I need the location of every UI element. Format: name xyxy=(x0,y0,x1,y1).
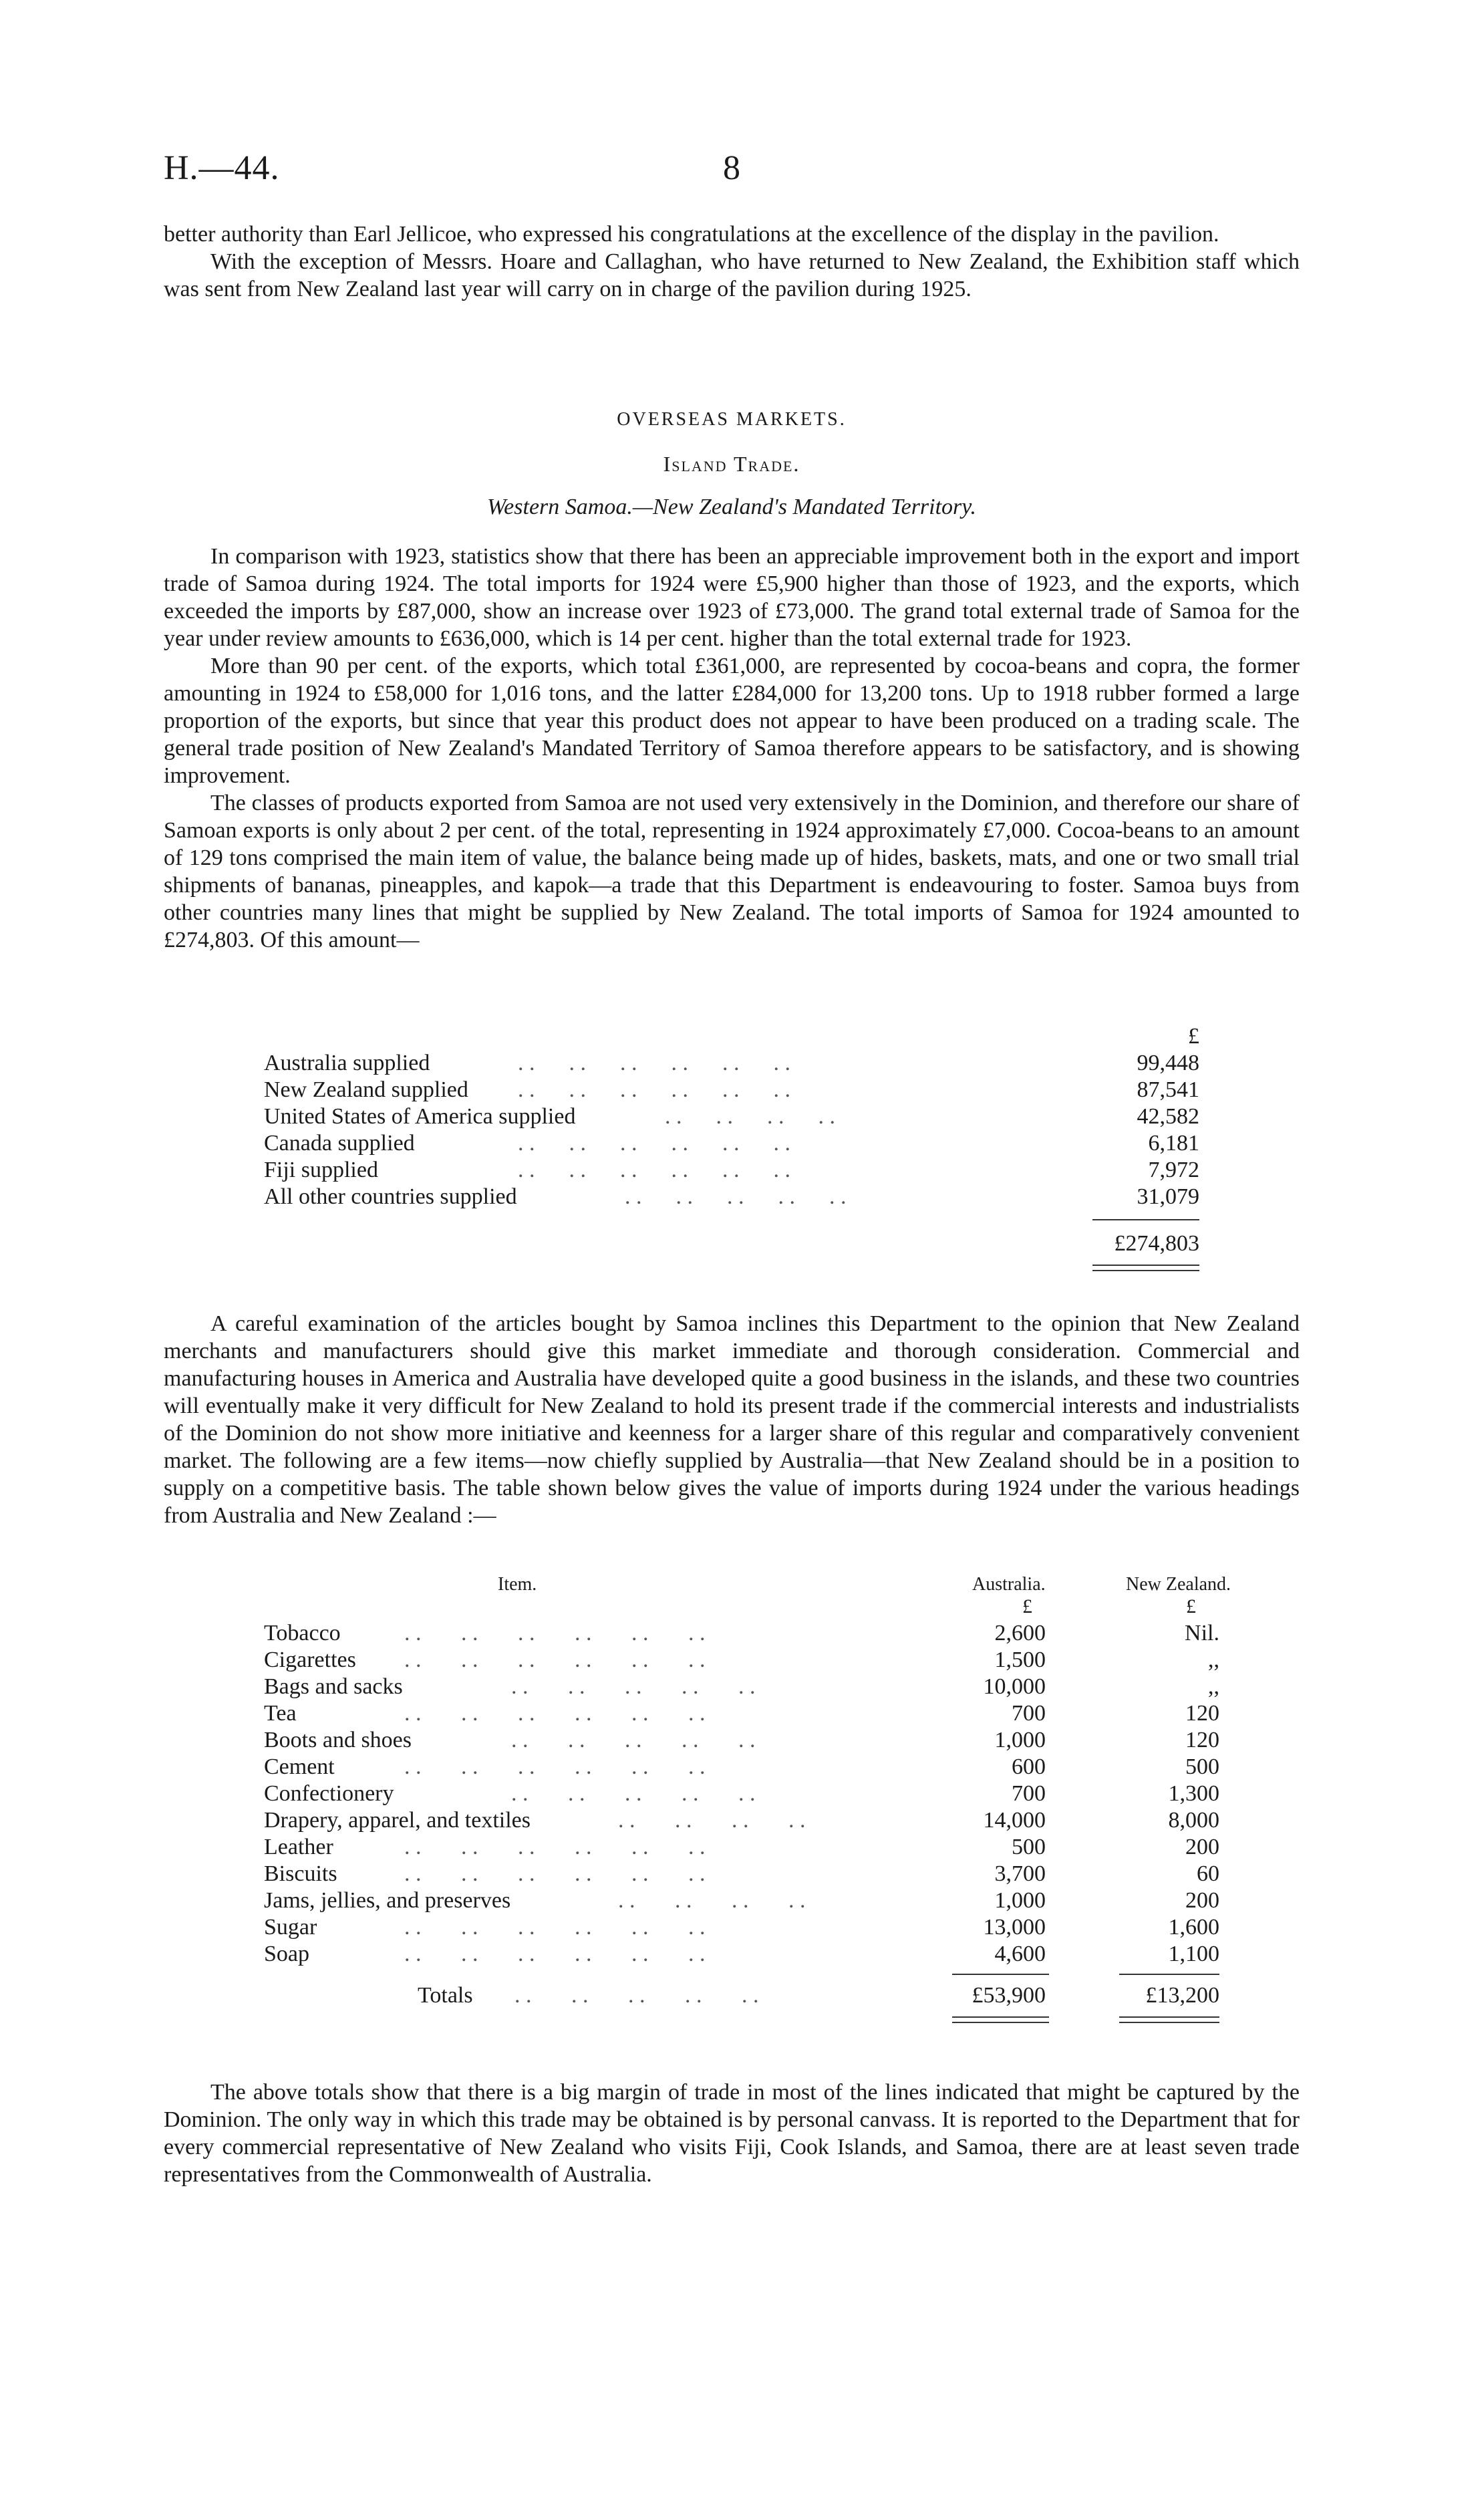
supplier-label: Canada supplied xyxy=(264,1131,415,1156)
middle-text xyxy=(164,1310,1300,1529)
item-name: Cement xyxy=(264,1754,335,1779)
middle-paragraph: A careful examination of the articles bought by Samoa inclines this Department to the opinion that New Zealand merchants and manufacturers should give this market immediate and thorough consideration. Commercial and manufacturing houses in America and Australia have developed quite a good business in the islands, and these two countries will eventually make it very difficult for New Zealand to hold its present trade if the commercial interests and industrialists of the Dominion do not show more initiative and keenness for a larger share of this regular and comparatively convenient market. The following are a few items—now chiefly supplied by Australia—that New Zealand should be in a position to supply on a competitive basis. The table shown below gives the value of imports during 1924 under the various headings from Australia and New Zealand :— xyxy=(164,1311,1300,1528)
body-paragraph-3: The classes of products exported from Samoa are not used very extensively in the Dominion, and therefore our share of Samoan exports is only about 2 per cent. of the total, representing in 1924 approximately £7,000. Cocoa-beans to an amount of 129 tons comprised the main item of value, the balance being made up of hides, baskets, mats, and one or two small trial shipments of bananas, pineapples, and kapok—a trade that this Department is endeavouring to foster. Samoa buys from other countries many lines that might be supplied by New Zealand. The total imports of Samoa for 1924 amounted to £274,803. Of this amount— xyxy=(164,791,1300,952)
aus-double-rule-top xyxy=(952,2016,1049,2018)
table-row: Boots and shoes . . . . . . . . . . 1,000 120 xyxy=(264,1728,1219,1752)
nz-value: 1,100 xyxy=(1168,1942,1219,1966)
australia-value: 4,600 xyxy=(994,1942,1046,1966)
supplier-label: New Zealand supplied xyxy=(264,1077,468,1102)
currency-symbol: £ xyxy=(1188,1024,1199,1049)
item-name: Tea xyxy=(264,1701,297,1726)
nz-value: 60 xyxy=(1197,1861,1219,1886)
intro-paragraph-1: better authority than Earl Jellicoe, who expressed his congratulations at the excellence of the display in the pavilion. xyxy=(164,222,1219,247)
supplier-list xyxy=(264,1024,1199,1305)
table-row: Tobacco . . . . . . . . . . . . 2,600 Nil. xyxy=(264,1621,1219,1645)
table-row: Jams, jellies, and preserves . . . . . . . . 1,000 200 xyxy=(264,1888,1219,1913)
item-name: Jams, jellies, and preserves xyxy=(264,1888,511,1913)
double-rule-top xyxy=(1092,1265,1199,1266)
supplier-value: 31,079 xyxy=(1137,1184,1199,1209)
territory-heading: Western Samoa.—New Zealand's Mandated Territory. xyxy=(486,495,976,519)
australia-value: 1,000 xyxy=(994,1888,1046,1913)
australia-value: 600 xyxy=(1012,1754,1046,1779)
australia-value: 2,600 xyxy=(994,1621,1046,1645)
totals-label: Totals xyxy=(418,1983,473,2008)
nz-value: Nil. xyxy=(1185,1621,1219,1645)
australia-value: 1,000 xyxy=(994,1728,1046,1752)
closing-paragraph: The above totals show that there is a big margin of trade in most of the lines indicated that might be captured by the Dominion. The only way in which this trade may be obtained is by personal canvass. It is reported to the Department that for every commercial representative of New Zealand who visits Fiji, Cook Islands, and Samoa, there are at least seven trade representatives from the Commonwealth of Australia. xyxy=(164,2080,1300,2187)
table-row: Cigarettes . . . . . . . . . . . . 1,500 ,, xyxy=(264,1647,1219,1672)
page-number: 8 xyxy=(723,149,741,187)
section-heading: OVERSEAS MARKETS. xyxy=(617,409,847,430)
report-code: H.—44. xyxy=(164,149,280,187)
nz-value: 200 xyxy=(1185,1835,1219,1859)
currency-aus: £ xyxy=(1022,1595,1032,1617)
supplier-row: Fiji supplied . . . . . . . . . . . . 7,972 xyxy=(264,1158,1199,1182)
australia-value: 3,700 xyxy=(994,1861,1046,1886)
sum-rule xyxy=(1092,1219,1199,1220)
item-name: Cigarettes xyxy=(264,1647,356,1672)
item-name: Bags and sacks xyxy=(264,1674,403,1699)
table-row: Confectionery . . . . . . . . . . 700 1,300 xyxy=(264,1781,1219,1806)
table-row: Sugar . . . . . . . . . . . . 13,000 1,600 xyxy=(264,1915,1219,1940)
table-row: Leather . . . . . . . . . . . . 500 200 xyxy=(264,1835,1219,1859)
australia-value: 500 xyxy=(1012,1835,1046,1859)
supplier-value: 6,181 xyxy=(1148,1131,1199,1156)
australia-value: 700 xyxy=(1012,1701,1046,1726)
supplier-row: All other countries supplied . . . . . . . . . . 31,079 xyxy=(264,1184,1199,1209)
table-row: Drapery, apparel, and textiles . . . . . . . . 14,000 8,000 xyxy=(264,1808,1219,1833)
nz-value: 120 xyxy=(1185,1728,1219,1752)
nz-double-rule-bottom xyxy=(1119,2022,1219,2023)
supplier-value: 99,448 xyxy=(1137,1051,1199,1075)
intro-text xyxy=(164,221,1300,303)
supplier-value: 42,582 xyxy=(1137,1104,1199,1129)
nz-value: 1,600 xyxy=(1168,1915,1219,1940)
table-row: Tea . . . . . . . . . . . . 700 120 xyxy=(264,1701,1219,1726)
australia-value: 14,000 xyxy=(983,1808,1046,1833)
supplier-row: Canada supplied . . . . . . . . . . . . 6,181 xyxy=(264,1131,1199,1156)
supplier-label: United States of America supplied xyxy=(264,1104,576,1129)
body-paragraph-1: In comparison with 1923, statistics show that there has been an appreciable improvement both in the export and import trade of Samoa during 1924. The total imports for 1924 were £5,900 higher than those of 1923, and the exports, which exceeded the imports by £87,000, show an increase over 1923 of £73,000. The grand total external trade of Samoa for the year under review amounts to £636,000, which is 14 per cent. higher than the total external trade for 1923. xyxy=(164,544,1300,651)
item-name: Sugar xyxy=(264,1915,317,1940)
supplier-row: New Zealand supplied . . . . . . . . . . . . 87,541 xyxy=(264,1077,1199,1102)
supplier-label: Fiji supplied xyxy=(264,1158,378,1182)
nz-value: 8,000 xyxy=(1168,1808,1219,1833)
table-row: Bags and sacks . . . . . . . . . . 10,000 ,, xyxy=(264,1674,1219,1699)
australia-value: 1,500 xyxy=(994,1647,1046,1672)
table-row: Cement . . . . . . . . . . . . 600 500 xyxy=(264,1754,1219,1779)
supplier-label: Australia supplied xyxy=(264,1051,430,1075)
item-name: Confectionery xyxy=(264,1781,394,1806)
nz-double-rule-top xyxy=(1119,2016,1219,2018)
closing-text xyxy=(164,2079,1300,2188)
table-row: Biscuits . . . . . . . . . . . . 3,700 60 xyxy=(264,1861,1219,1886)
supplier-row: Australia supplied . . . . . . . . . . . . 99,448 xyxy=(264,1051,1199,1075)
double-rule-bottom xyxy=(1092,1270,1199,1271)
nz-value: 1,300 xyxy=(1168,1781,1219,1806)
nz-value: ,, xyxy=(1208,1647,1219,1672)
nz-value: 500 xyxy=(1185,1754,1219,1779)
item-name: Soap xyxy=(264,1942,309,1966)
body-paragraph-2: More than 90 per cent. of the exports, which total £361,000, are represented by cocoa-beans and copra, the former amounting in 1924 to £58,000 for 1,016 tons, and the latter £284,000 for 13,200 tons. Up to 1918 rubber formed a large proportion of the exports, but since that year this product does not appear to have been produced on a trading scale. The general trade position of New Zealand's Mandated Territory of Samoa therefore appears to be satisfactory, and is showing improvement. xyxy=(164,654,1300,788)
item-name: Boots and shoes xyxy=(264,1728,412,1752)
supplier-row: United States of America supplied . . . . . . . . 42,582 xyxy=(264,1104,1199,1129)
australia-value: 700 xyxy=(1012,1781,1046,1806)
supplier-value: 7,972 xyxy=(1148,1158,1199,1182)
nz-value: 120 xyxy=(1185,1701,1219,1726)
item-name: Drapery, apparel, and textiles xyxy=(264,1808,531,1833)
item-name: Tobacco xyxy=(264,1621,341,1645)
nz-value: ,, xyxy=(1208,1674,1219,1699)
item-name: Biscuits xyxy=(264,1861,337,1886)
australia-value: 10,000 xyxy=(983,1674,1046,1699)
nz-total: £13,200 xyxy=(1145,1983,1219,2008)
nz-value: 200 xyxy=(1185,1888,1219,1913)
aus-sum-rule xyxy=(952,1974,1049,1975)
supplier-total: £274,803 xyxy=(1114,1231,1199,1256)
item-name: Leather xyxy=(264,1835,333,1859)
imports-table xyxy=(264,1574,1266,2042)
supplier-value: 87,541 xyxy=(1137,1077,1199,1102)
australia-value: 13,000 xyxy=(983,1915,1046,1940)
column-header-item: Item. xyxy=(498,1574,537,1595)
table-row: Soap . . . . . . . . . . . . 4,600 1,100 xyxy=(264,1942,1219,1966)
totals-row: Totals . . . . . . . . . . £53,900 £13,200 xyxy=(418,1983,1219,2008)
supplier-label: All other countries supplied xyxy=(264,1184,517,1209)
australia-total: £53,900 xyxy=(972,1983,1046,2008)
intro-paragraph-2: With the exception of Messrs. Hoare and Callaghan, who have returned to New Zealand, the Exhibition staff which was sent from New Zealand last year will carry on in charge of the pavilion during 1925. xyxy=(164,249,1300,301)
subsection-heading: Island Trade. xyxy=(663,452,800,476)
aus-double-rule-bottom xyxy=(952,2022,1049,2023)
column-header-new-zealand: New Zealand. xyxy=(1126,1574,1231,1595)
body-text xyxy=(164,543,1300,954)
column-header-australia: Australia. xyxy=(972,1574,1046,1595)
currency-nz: £ xyxy=(1186,1595,1196,1617)
nz-sum-rule xyxy=(1119,1974,1219,1975)
